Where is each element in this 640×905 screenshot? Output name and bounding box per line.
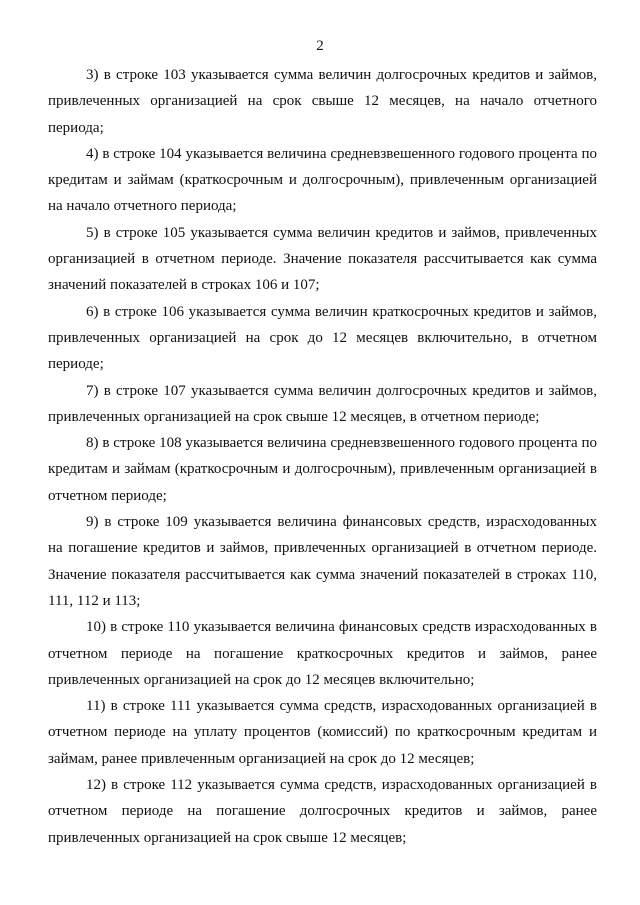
document-body [48, 62, 597, 851]
list-item-6: 6) в строке 106 указывается сумма величин краткосрочных кредитов и займов, привлеченных организацией на срок до 12 месяцев включительно, в отчетном периоде; [48, 303, 597, 373]
list-item-11: 11) в строке 111 указывается сумма средств, израсходованных организацией в отчетном периоде на уплату процентов (комиссий) по краткосрочным кредитам и займам, ранее привлеченным организацией на срок до 12 месяцев; [48, 698, 597, 767]
list-item-8: 8) в строке 108 указывается величина средневзвешенного годового процента по кредитам и займам (краткосрочным и долгосрочным), привлеченным организацией в отчетном периоде; [48, 435, 597, 504]
list-item-12: 12) в строке 112 указывается сумма средств, израсходованных организацией в отчетном периоде на погашение долгосрочных кредитов и займов, ранее привлеченных организацией на срок свыше 12 месяцев; [48, 777, 597, 846]
list-item-5: 5) в строке 105 указывается сумма величин кредитов и займов, привлеченных организацией в отчетном периоде. Значение показателя рассчитывается как сумма значений показателей в строках 106 и 107; [48, 224, 597, 294]
page-number: 2 [316, 38, 324, 54]
list-item-4: 4) в строке 104 указывается величина средневзвешенного годового процента по кредитам и займам (краткосрочным и долгосрочным), привлеченным организацией на начало отчетного периода; [48, 145, 597, 215]
list-item-7: 7) в строке 107 указывается сумма величин долгосрочных кредитов и займов, привлеченных организацией на срок свыше 12 месяцев, в отчетном периоде; [48, 382, 597, 425]
list-item-9: 9) в строке 109 указывается величина финансовых средств, израсходованных на погашение кредитов и займов, привлеченных организацией в отчетном периоде. Значение показателя рассчитывается как сумма значений показателей в строках 110, 111, 112 и 113; [48, 514, 597, 609]
list-item-3: 3) в строке 103 указывается сумма величин долгосрочных кредитов и займов, привлеченных организацией на срок свыше 12 месяцев, на начало отчетного периода; [48, 67, 597, 136]
list-item-10: 10) в строке 110 указывается величина финансовых средств израсходованных в отчетном периоде на погашение краткосрочных кредитов и займов, ранее привлеченных организацией на срок до 12 месяцев включительно; [48, 619, 597, 688]
